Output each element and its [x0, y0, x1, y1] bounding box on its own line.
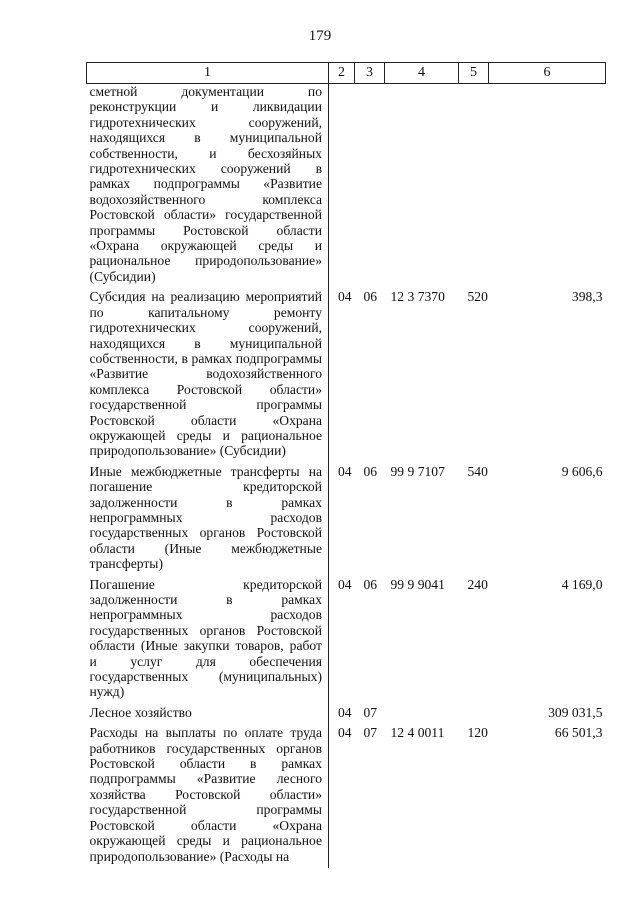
row-expense-type: 540 — [467, 463, 488, 479]
row-section: 04 — [338, 289, 352, 305]
row-subsection: 06 — [363, 289, 378, 305]
row-subsection: 07 — [363, 704, 378, 720]
row-description: Погашение кредиторской задолженности в рамках непрограммных расходов государственных органов Ростовской области (Иные закупки товаров, работ и услуг для обеспечения государственных (муниципальных) нужд) — [87, 576, 329, 704]
table-row — [87, 84, 606, 289]
row-amount: 398,3 — [571, 289, 603, 305]
page-number: 179 — [308, 28, 332, 44]
row-subsection: 06 — [363, 576, 378, 592]
table-row — [87, 704, 606, 724]
table-header — [87, 63, 606, 84]
table-body — [87, 84, 606, 868]
header-row — [87, 63, 606, 84]
column-header-2: 2 — [329, 63, 355, 84]
row-section: 04 — [338, 704, 352, 720]
row-section: 04 — [338, 576, 352, 592]
row-amount: 309 031,5 — [548, 704, 603, 720]
row-amount: 9 606,6 — [561, 463, 603, 479]
row-description: Субсидия на реализацию мероприятий по капитальному ремонту гидротехнических сооружений, находящихся в муниципальной собственности, в рамках подпрограммы «Развитие водохозяйственного комплекса Ростовской области» государственной программы Ростовской области «Охрана окружающей среды и рациональное природопользование» (Субсидии) — [87, 288, 329, 462]
row-section: 04 — [338, 463, 352, 479]
row-section — [329, 84, 355, 289]
column-header-1: 1 — [87, 63, 329, 84]
row-description: Расходы на выплаты по оплате труда работников государственных органов Ростовской области в рамках подпрограммы «Развитие лесного хозяйства Ростовской области» государственной программы Ростовской области «Охрана окружающей среды и рациональное природопользование» (Расходы на — [87, 724, 329, 868]
table-row — [87, 724, 606, 868]
column-header-5: 5 — [459, 63, 489, 84]
table-row — [87, 288, 606, 462]
row-target-article: 12 3 7370 — [390, 289, 445, 305]
table-row — [87, 576, 606, 704]
row-description: Лесное хозяйство — [87, 704, 329, 724]
row-amount: 66 501,3 — [554, 725, 603, 741]
row-subsection: 06 — [363, 463, 378, 479]
budget-table — [86, 62, 606, 868]
row-target-article — [385, 84, 459, 289]
column-header-4: 4 — [385, 63, 459, 84]
table-row — [87, 463, 606, 576]
row-expense-type — [459, 84, 489, 289]
row-expense-type: 240 — [467, 576, 488, 592]
row-subsection: 07 — [363, 725, 378, 741]
row-expense-type: 120 — [467, 725, 488, 741]
row-amount — [489, 84, 606, 289]
column-header-6: 6 — [489, 63, 606, 84]
row-description: Иные межбюджетные трансферты на погашение кредиторской задолженности в рамках непрограммных расходов государственных органов Ростовской области (Иные межбюджетные трансферты) — [87, 463, 329, 576]
row-expense-type: 520 — [467, 289, 488, 305]
row-target-article — [385, 704, 459, 724]
row-target-article: 99 9 9041 — [390, 576, 445, 592]
row-subsection — [355, 84, 385, 289]
column-header-3: 3 — [355, 63, 385, 84]
row-section: 04 — [338, 725, 352, 741]
row-target-article: 12 4 0011 — [390, 725, 445, 741]
row-description: сметной документации по реконструкции и ликвидации гидротехнических сооружений, находящихся в муниципальной собственности, и бесхозяйных гидротехнических сооружений в рамках подпрограммы «Развитие водохозяйственного комплекса Ростовской области» государственной программы Ростовской области «Охрана окружающей среды и рациональное природопользование» (Субсидии) — [87, 84, 329, 289]
row-expense-type — [459, 704, 489, 724]
row-target-article: 99 9 7107 — [390, 463, 445, 479]
row-amount: 4 169,0 — [561, 576, 603, 592]
